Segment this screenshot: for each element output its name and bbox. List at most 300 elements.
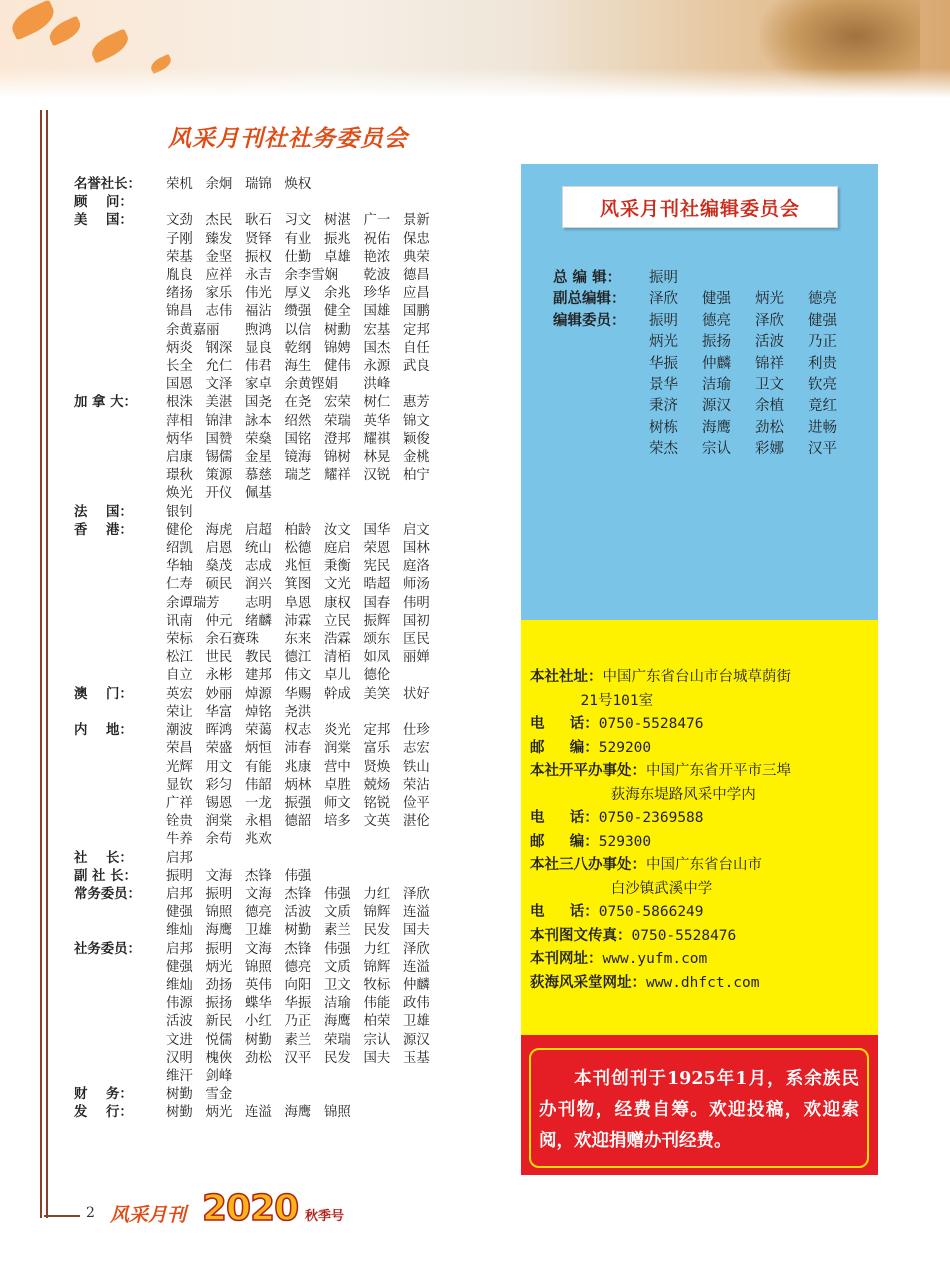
member-name: 国鹏	[403, 304, 430, 320]
member-name: 余石赛珠	[205, 632, 260, 648]
contact-key	[530, 878, 611, 902]
member-name	[403, 831, 443, 849]
member-name: 槐俠	[205, 1050, 233, 1066]
member-name: 永彬	[205, 668, 233, 684]
editor-name: 余植	[755, 398, 784, 415]
member-name: 清栢	[324, 650, 351, 666]
member-name: 余兆	[324, 286, 351, 302]
member-name: 焯源	[245, 686, 272, 702]
member-name: 伟光	[245, 286, 272, 302]
member-name: 权志	[284, 723, 312, 739]
member-name: 定邦	[403, 322, 430, 338]
member-name: 浩霖	[324, 632, 351, 648]
member-name: 锦文	[403, 413, 430, 429]
member-name: 自任	[403, 340, 430, 356]
member-name: 振扬	[205, 996, 233, 1012]
member-name: 荣恩	[363, 541, 391, 557]
member-name: 英华	[363, 413, 391, 429]
member-name: 汉锐	[363, 468, 391, 484]
member-name: 立民	[324, 613, 351, 629]
council-group	[74, 212, 494, 394]
council-name-row	[166, 1086, 494, 1104]
member-name: 维汗	[166, 1068, 193, 1084]
member-name: 荣标	[166, 632, 193, 648]
member-name: 定邦	[363, 723, 391, 739]
contact-line	[530, 690, 875, 714]
member-name: 伟文	[284, 668, 312, 684]
council-name-row	[166, 1032, 494, 1050]
member-name	[364, 831, 404, 849]
council-group	[74, 686, 494, 722]
member-name: 宏荣	[324, 395, 351, 411]
member-name: 燊茂	[205, 559, 233, 575]
member-name: 湛伦	[403, 814, 430, 830]
member-name	[285, 485, 325, 503]
council-name-row	[166, 722, 494, 740]
member-name: 锦娉	[324, 340, 351, 356]
member-name: 瑞芝	[284, 468, 312, 484]
member-name: 东来	[284, 632, 312, 648]
editor-name: 德亮	[702, 312, 731, 329]
editorial-row	[553, 396, 873, 417]
member-name	[324, 376, 364, 394]
member-name	[403, 1068, 443, 1086]
member-name: 伟君	[245, 359, 272, 375]
member-name: 锦津	[205, 413, 233, 429]
member-name: 锦照	[324, 1105, 351, 1121]
left-border-line	[46, 110, 48, 1218]
member-name: 焕光	[166, 486, 193, 502]
council-name-row	[166, 212, 494, 230]
member-name: 惠芳	[403, 395, 430, 411]
member-name: 维灿	[166, 923, 193, 939]
member-name	[403, 485, 443, 503]
council-name-row	[166, 759, 494, 777]
footer-line	[44, 1215, 80, 1217]
council-name-row	[166, 1013, 494, 1031]
member-name: 伟能	[363, 996, 391, 1012]
member-name	[285, 1068, 325, 1086]
editorial-label: 编辑委员：	[553, 312, 626, 329]
editor-name: 海鹰	[702, 419, 731, 436]
contact-line	[530, 854, 875, 878]
member-name: 晧超	[363, 577, 391, 593]
contact-line	[530, 713, 875, 737]
council-name-row	[166, 995, 494, 1013]
member-name: 志成	[245, 559, 272, 575]
contact-key: 电 话：	[530, 716, 599, 732]
contact-value: 0750-5528476	[598, 716, 704, 732]
member-name: 荣让	[166, 704, 193, 720]
member-name: 振辉	[363, 613, 391, 629]
member-name: 典荣	[403, 249, 430, 265]
contact-line	[530, 948, 875, 972]
council-name-row	[166, 941, 494, 959]
contact-line	[530, 878, 875, 902]
footer-season: 秋季号	[305, 1209, 345, 1224]
editorial-row	[553, 332, 873, 353]
member-name: 荣蔼	[245, 723, 272, 739]
member-name: 德亮	[245, 905, 272, 921]
member-name: 国夫	[363, 1050, 391, 1066]
member-name: 有业	[284, 231, 312, 247]
member-name: 劲松	[245, 1050, 272, 1066]
left-border-line	[40, 110, 42, 1218]
editor-name: 炳光	[649, 334, 678, 351]
contact-value: 中国广东省台山市台城草荫街	[602, 669, 791, 685]
council-name-row	[166, 813, 494, 831]
editor-name: 彩娜	[755, 441, 784, 458]
council-name-row	[166, 522, 494, 540]
member-name: 泽欣	[403, 886, 430, 902]
contact-value: 中国广东省开平市三埠	[646, 763, 791, 779]
member-name: 海鹰	[324, 1014, 351, 1030]
council-group-label: 内 地：	[74, 723, 133, 739]
member-name: 培多	[324, 814, 351, 830]
member-name: 荣昌	[166, 741, 193, 757]
editor-name: 宗认	[702, 441, 731, 458]
member-name: 海虎	[205, 522, 233, 538]
member-name: 润兴	[245, 577, 272, 593]
member-name: 启邦	[166, 850, 193, 866]
member-name	[403, 704, 443, 722]
member-name: 伟明	[403, 595, 430, 611]
member-name: 耀祥	[324, 468, 351, 484]
member-name: 松德	[284, 541, 312, 557]
member-name: 荣燊	[245, 431, 272, 447]
member-name: 炳炎	[166, 340, 193, 356]
member-name: 习文	[284, 213, 312, 229]
member-name: 英伟	[245, 977, 272, 993]
member-name: 健伟	[324, 359, 351, 375]
contact-value: 白沙镇武溪中学	[610, 880, 713, 897]
member-name: 绪扬	[166, 286, 193, 302]
council-group	[74, 886, 494, 941]
member-name: 艳浓	[363, 249, 391, 265]
member-name: 俭平	[403, 795, 430, 811]
member-name: 荣机	[166, 177, 193, 192]
member-name: 厚义	[284, 286, 312, 302]
member-name	[285, 831, 325, 849]
member-name: 余谭瑞芳	[166, 595, 220, 611]
member-name: 文海	[245, 941, 272, 957]
member-name: 兢炀	[363, 777, 391, 793]
member-name: 颂东	[363, 632, 391, 648]
member-name	[324, 267, 364, 285]
editor-name: 活波	[755, 334, 784, 351]
member-name	[324, 1068, 364, 1086]
member-name: 志宏	[403, 741, 430, 757]
member-name: 显良	[245, 340, 272, 356]
member-name: 蝶华	[245, 996, 272, 1012]
editor-name: 炳光	[755, 291, 784, 308]
contact-list	[530, 666, 875, 995]
council-group	[74, 1104, 494, 1122]
member-name: 文海	[245, 886, 272, 902]
contact-key: 电 话：	[530, 810, 599, 826]
council-name-row	[166, 303, 494, 321]
council-group-label: 社务委员：	[74, 941, 141, 957]
council-name-row	[166, 322, 494, 340]
council-name-row	[166, 704, 494, 722]
member-name: 一龙	[245, 795, 272, 811]
council-name-row	[166, 376, 494, 394]
council-name-row	[166, 595, 494, 613]
maple-leaf-icon	[46, 16, 84, 47]
member-name: 柏龄	[284, 522, 312, 538]
contact-line	[530, 760, 875, 784]
contact-value: 荻海东堤路风采中学内	[610, 786, 756, 803]
notice-text: 本刊创刊于1925年1月，系余族民办刊物，经费自筹。欢迎投稿，欢迎索阅，欢迎捐赠办刊经费。	[539, 1069, 859, 1151]
member-name: 振明	[205, 886, 233, 902]
contact-key: 荻海风采堂网址：	[530, 974, 646, 991]
member-name: 卫雄	[403, 1014, 430, 1030]
member-name: 润棠	[324, 741, 351, 757]
editor-name: 德亮	[808, 291, 837, 308]
editorial-row	[553, 268, 873, 289]
member-name: 美湛	[205, 395, 233, 411]
member-name	[324, 704, 364, 722]
member-name	[364, 1068, 404, 1086]
member-name: 柏荣	[363, 1014, 391, 1030]
member-name: 启康	[166, 450, 193, 466]
member-name	[364, 485, 404, 503]
member-name: 文劲	[166, 213, 193, 229]
member-name: 华富	[205, 704, 233, 720]
council-name-row	[166, 340, 494, 358]
member-name: 振强	[284, 795, 312, 811]
member-name: 焯铭	[245, 704, 272, 720]
member-name: 振明	[166, 868, 193, 884]
member-name: 荣基	[166, 249, 193, 265]
member-name: 幹成	[324, 686, 351, 702]
member-name: 树勤	[284, 923, 312, 939]
editor-name: 竟红	[808, 398, 837, 415]
council-group-label: 澳 门：	[74, 686, 133, 702]
council-name-row	[166, 1068, 494, 1086]
member-name: 卓雄	[324, 249, 351, 265]
council-name-row	[166, 831, 494, 849]
editor-name: 健强	[808, 312, 837, 329]
member-name: 炳光	[205, 959, 233, 975]
contact-line	[530, 737, 875, 761]
member-name: 振兆	[324, 231, 351, 247]
council-name-row	[166, 631, 494, 649]
editorial-label: 总 编 辑：	[553, 270, 622, 286]
council-group-label: 社 长：	[74, 850, 133, 866]
member-name: 维灿	[166, 977, 193, 993]
council-name-row	[166, 959, 494, 977]
council-name-row	[166, 540, 494, 558]
member-name: 树湛	[324, 213, 351, 229]
council-name-row	[166, 649, 494, 667]
member-name: 国尧	[245, 395, 272, 411]
member-name: 树勤	[245, 1032, 272, 1048]
member-name: 永吉	[245, 268, 272, 284]
member-name: 绍凯	[166, 541, 193, 557]
editorial-list	[553, 268, 873, 461]
member-name: 德伦	[363, 668, 391, 684]
council-name-row	[166, 394, 494, 412]
council-group-label: 名誉社长：	[74, 177, 141, 192]
member-name: 宏基	[363, 322, 391, 338]
member-name: 国林	[403, 541, 430, 557]
member-name: 金星	[245, 450, 272, 466]
member-name: 炳恒	[245, 741, 272, 757]
contact-line	[530, 666, 875, 690]
council-name-row	[166, 504, 494, 522]
member-name: 剑峰	[205, 1068, 233, 1084]
council-name-row	[166, 667, 494, 685]
contact-value: www.yufm.com	[602, 951, 708, 967]
contact-key: 本刊网址：	[530, 951, 603, 967]
member-name: 贤焕	[363, 759, 391, 775]
council-title: 风采月刊社社务委员会	[168, 125, 408, 152]
member-name: 树勳	[324, 322, 351, 338]
member-name	[206, 322, 246, 340]
member-name	[403, 667, 443, 685]
tree-image	[760, 0, 920, 90]
member-name: 余黄铿娟	[284, 377, 339, 393]
member-name: 仲麟	[403, 977, 430, 993]
editorial-label	[553, 375, 649, 396]
member-name: 银钊	[166, 504, 193, 520]
editor-name: 进畅	[808, 419, 837, 436]
council-name-row	[166, 613, 494, 631]
council-name-row	[166, 740, 494, 758]
member-name: 锦照	[205, 905, 233, 921]
page-number: 2	[86, 1205, 95, 1221]
council-group	[74, 504, 494, 522]
maple-leaf-icon	[88, 28, 133, 63]
member-name: 启邦	[166, 941, 193, 957]
member-name: 杰锋	[284, 941, 312, 957]
member-name: 教民	[245, 650, 272, 666]
member-name: 余黄嘉丽	[166, 322, 220, 338]
member-name: 健伦	[166, 522, 193, 538]
council-group-label: 法 国：	[74, 504, 133, 520]
member-name: 钢深	[205, 340, 233, 356]
member-name: 文英	[363, 814, 391, 830]
member-name: 焕权	[284, 177, 312, 192]
member-name: 庭启	[324, 541, 351, 557]
member-name: 柏宁	[403, 468, 430, 484]
member-name: 新民	[205, 1014, 233, 1030]
member-name: 汉明	[166, 1050, 193, 1066]
member-name: 萍相	[166, 413, 193, 429]
member-name: 松江	[166, 650, 193, 666]
council-name-row	[166, 886, 494, 904]
council-name-row	[166, 922, 494, 940]
member-name: 文泽	[205, 377, 233, 393]
member-name: 锡恩	[205, 795, 233, 811]
member-name: 铨贵	[166, 814, 193, 830]
member-name: 华赐	[284, 686, 312, 702]
member-name: 讯南	[166, 613, 193, 629]
member-name	[245, 1068, 285, 1086]
council-group-label: 香 港：	[74, 522, 133, 538]
member-name: 妙丽	[205, 686, 233, 702]
member-name: 文质	[324, 905, 351, 921]
member-name: 卫文	[324, 977, 351, 993]
member-name: 炳华	[166, 431, 193, 447]
member-name: 德昌	[403, 268, 430, 284]
member-name	[324, 831, 364, 849]
member-name: 仁寿	[166, 577, 193, 593]
council-name-row	[166, 850, 494, 868]
council-group-label: 副 社 长：	[74, 868, 137, 884]
member-name: 绪麟	[245, 613, 272, 629]
member-name: 源汉	[403, 1032, 430, 1048]
contact-key: 本刊图文传真：	[530, 927, 632, 944]
member-name: 启邦	[166, 886, 193, 902]
member-name: 箕图	[284, 577, 312, 593]
editorial-label	[553, 332, 649, 353]
contact-value: 0750-5528476	[631, 927, 737, 944]
member-name: 武良	[403, 359, 430, 375]
contact-line	[530, 784, 875, 808]
member-name: 炎光	[324, 723, 351, 739]
editor-name: 华振	[649, 355, 678, 372]
member-name: 锦辉	[363, 905, 391, 921]
member-name: 荣瑞	[324, 413, 351, 429]
member-name: 景新	[403, 213, 430, 229]
member-name: 海生	[284, 359, 312, 375]
member-name: 佩基	[245, 486, 272, 502]
member-name: 余炯	[205, 177, 233, 192]
member-name: 洪峰	[363, 377, 391, 393]
member-name: 德韶	[284, 814, 312, 830]
member-name: 统山	[245, 541, 272, 557]
member-name: 策源	[205, 468, 233, 484]
notice-box	[529, 1048, 869, 1168]
member-name: 向阳	[284, 977, 312, 993]
member-name: 伟强	[324, 941, 351, 957]
member-name: 状好	[403, 686, 430, 702]
council-name-row	[166, 467, 494, 485]
member-name: 长全	[166, 359, 193, 375]
member-name: 荣沾	[403, 777, 430, 793]
council-name-row	[166, 267, 494, 285]
member-name: 用文	[205, 759, 233, 775]
council-group	[74, 176, 494, 194]
editorial-label	[553, 418, 649, 439]
council-name-row	[166, 249, 494, 267]
member-name: 建邦	[245, 668, 272, 684]
editor-name: 仲麟	[702, 355, 731, 372]
council-group-label: 美 国：	[74, 213, 133, 229]
member-name: 金坚	[205, 249, 233, 265]
member-name: 金桃	[403, 450, 430, 466]
member-name: 师汤	[403, 577, 430, 593]
council-name-row	[166, 576, 494, 594]
contact-value: 21号101室	[580, 692, 654, 709]
council-name-row	[166, 431, 494, 449]
council-group	[74, 1086, 494, 1104]
member-name: 在尧	[284, 395, 312, 411]
council-name-row	[166, 977, 494, 995]
editorial-row	[553, 439, 873, 460]
editorial-row	[553, 418, 873, 439]
member-name: 如凤	[363, 650, 391, 666]
member-name: 珍华	[363, 286, 391, 302]
member-name: 颖俊	[403, 431, 430, 447]
member-name: 宗认	[363, 1032, 391, 1048]
member-name: 泽欣	[403, 941, 430, 957]
member-name: 瑞锦	[245, 177, 272, 192]
member-name: 镜海	[284, 450, 312, 466]
member-name: 荣盛	[205, 741, 233, 757]
